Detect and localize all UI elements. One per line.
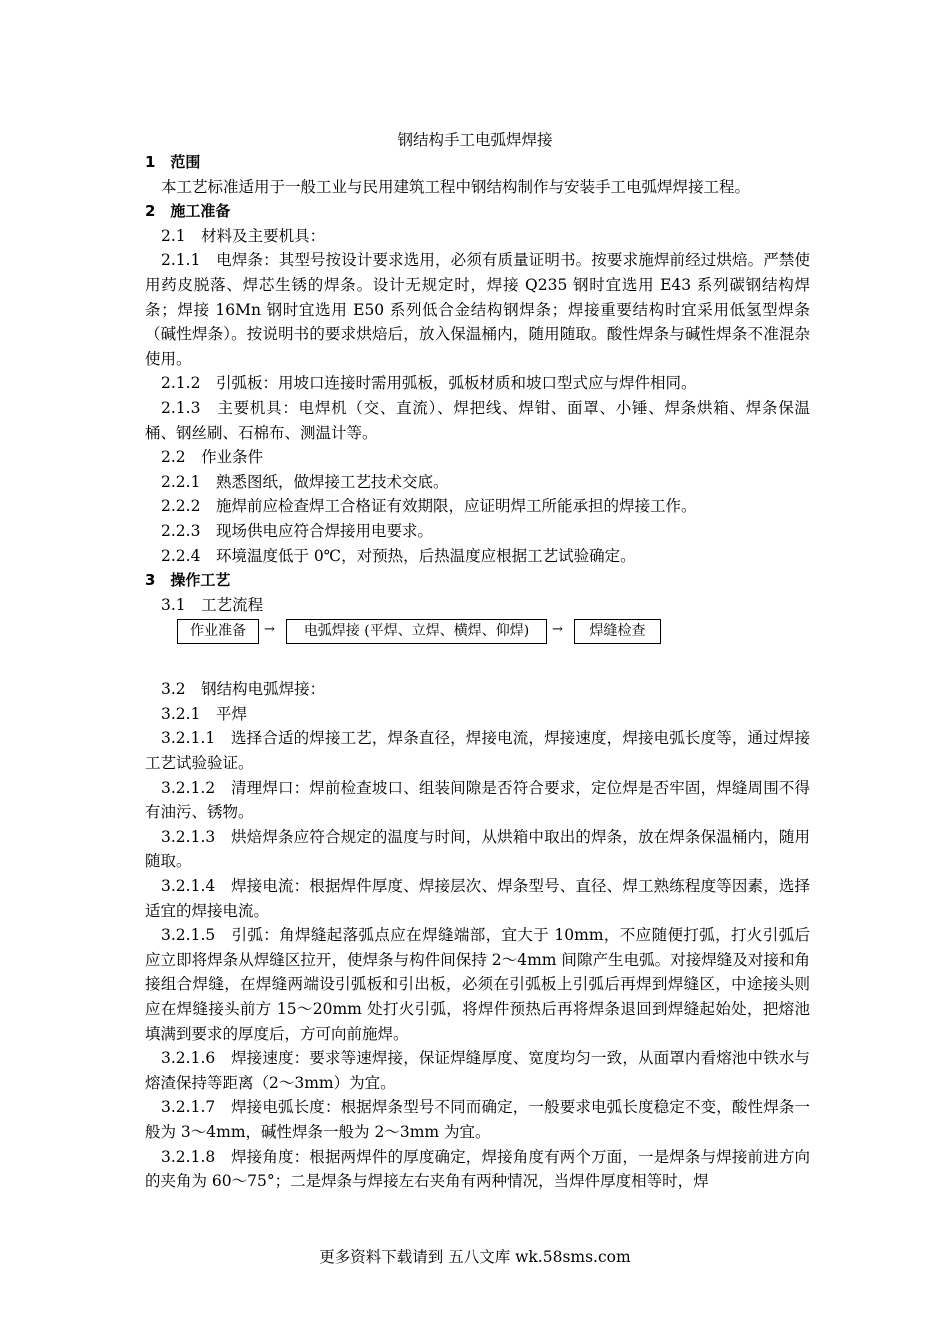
paragraph: 3.2.1.6 焊接速度：要求等速焊接，保证焊缝厚度、宽度均匀一致，从面罩内看熔池中铁水与熔渣保持等距离（2～3mm）为宜。 bbox=[145, 1049, 810, 1092]
paragraph: 3.2.1.1 选择合适的焊接工艺，焊条直径，焊接电流，焊接速度，焊接电弧长度等，通过焊接工艺试验验证。 bbox=[145, 729, 810, 773]
subsection-heading: 2.1 材料及主要机具： bbox=[161, 226, 326, 245]
flow-step-welding: 电弧焊接 (平焊、立焊、横焊、仰焊) bbox=[286, 619, 547, 644]
flow-step-inspection: 焊缝检查 bbox=[574, 619, 661, 644]
paragraph: 3.2.1.2 清理焊口：焊前检查坡口、组装间隙是否符合要求，定位焊是否牢固，焊缝周围不得有油污、锈物。 bbox=[145, 778, 810, 822]
subsection-heading: 3.2 钢结构电弧焊接： bbox=[161, 680, 326, 699]
paragraph: 2.2.4 环境温度低于 0℃，对预热，后热温度应根据工艺试验确定。 bbox=[161, 546, 636, 565]
flow-arrow: → bbox=[264, 622, 275, 638]
subsection-heading: 3.1 工艺流程 bbox=[161, 595, 264, 614]
paragraph: 本工艺标准适用于一般工业与民用建筑工程中钢结构制作与安装手工电弧焊焊接工程。 bbox=[161, 177, 751, 196]
paragraph: 3.2.1.8 焊接角度：根据两焊件的厚度确定，焊接角度有两个万面，一是焊条与焊接前进方向的夹角为 60～75°；二是焊条与焊接左右夹角有两种情况，当焊件厚度相等时，焊 bbox=[145, 1147, 810, 1191]
paragraph: 2.1.1 电焊条：其型号按设计要求选用，必须有质量证明书。按要求施焊前经过烘焙。严禁使用药皮脱落、焊芯生锈的焊条。设计无规定时，焊接 Q235 钢时宜选用 E43 系列碳钢结构焊条；焊接 16Mn 钢时宜选用 E50 系列低合金结构钢焊条；焊接重要结构时宜采用低氢型焊条（碱性焊条）。按说明书的要求烘焙后，放入保温桶内，随用随取。酸性焊条与碱性焊条不准混杂使用。 bbox=[145, 251, 810, 368]
section-heading-preparation: 2 施工准备 bbox=[145, 202, 231, 221]
paragraph: 2.2.1 熟悉图纸，做焊接工艺技术交底。 bbox=[161, 472, 449, 491]
section-heading-operation: 3 操作工艺 bbox=[145, 571, 231, 590]
flow-step-preparation: 作业准备 bbox=[177, 619, 259, 644]
paragraph: 2.2.3 现场供电应符合焊接用电要求。 bbox=[161, 521, 433, 540]
section-heading-scope: 1 范围 bbox=[145, 153, 201, 171]
paragraph: 3.2.1.5 引弧：角焊缝起落弧点应在焊缝端部，宜大于 10mm，不应随便打弧，打火引弧后应立即将焊条从焊缝区拉开，使焊条与构件间保持 2～4mm 间隙产生电弧。对接焊缝及对接和角接组合焊缝，在焊缝两端设引弧板和引出板，必须在引弧板上引弧后再焊到焊缝区，中途接头则应在焊缝接头前方 15～20mm 处打火引弧，将焊件预热后再将焊条退回到焊缝起始处，把熔池填满到要求的厚度后，方可向前施焊。 bbox=[145, 926, 810, 1043]
paragraph: 3.2.1.4 焊接电流：根据焊件厚度、焊接层次、焊条型号、直径、焊工熟练程度等因素，选择适宜的焊接电流。 bbox=[145, 877, 810, 920]
paragraph: 2.1.3 主要机具：电焊机（交、直流）、焊把线、焊钳、面罩、小锤、焊条烘箱、焊条保温桶、钢丝刷、石棉布、测温计等。 bbox=[145, 398, 810, 442]
paragraph: 2.2.2 施焊前应检查焊工合格证有效期限，应证明焊工所能承担的焊接工作。 bbox=[161, 497, 697, 516]
document-title: 钢结构手工电弧焊焊接 bbox=[397, 131, 553, 149]
paragraph: 3.2.1.7 焊接电弧长度：根据焊条型号不同而确定，一般要求电弧长度稳定不变，酸性焊条一般为 3～4mm，碱性焊条一般为 2～3mm 为宜。 bbox=[145, 1098, 810, 1141]
document-body bbox=[145, 150, 810, 1194]
subsection-heading: 2.2 作业条件 bbox=[161, 448, 264, 467]
footer-link-text: 更多资料下载请到 五八文库 wk.58sms.com bbox=[319, 1248, 631, 1266]
paragraph: 2.1.2 引弧板：用坡口连接时需用弧板，弧板材质和坡口型式应与焊件相同。 bbox=[161, 374, 697, 393]
process-flow-diagram bbox=[145, 619, 810, 649]
flow-arrow: → bbox=[552, 622, 563, 638]
subsection-heading: 3.2.1 平焊 bbox=[161, 704, 247, 723]
paragraph: 3.2.1.3 烘焙焊条应符合规定的温度与时间，从烘箱中取出的焊条，放在焊条保温桶内，随用随取。 bbox=[145, 827, 810, 871]
